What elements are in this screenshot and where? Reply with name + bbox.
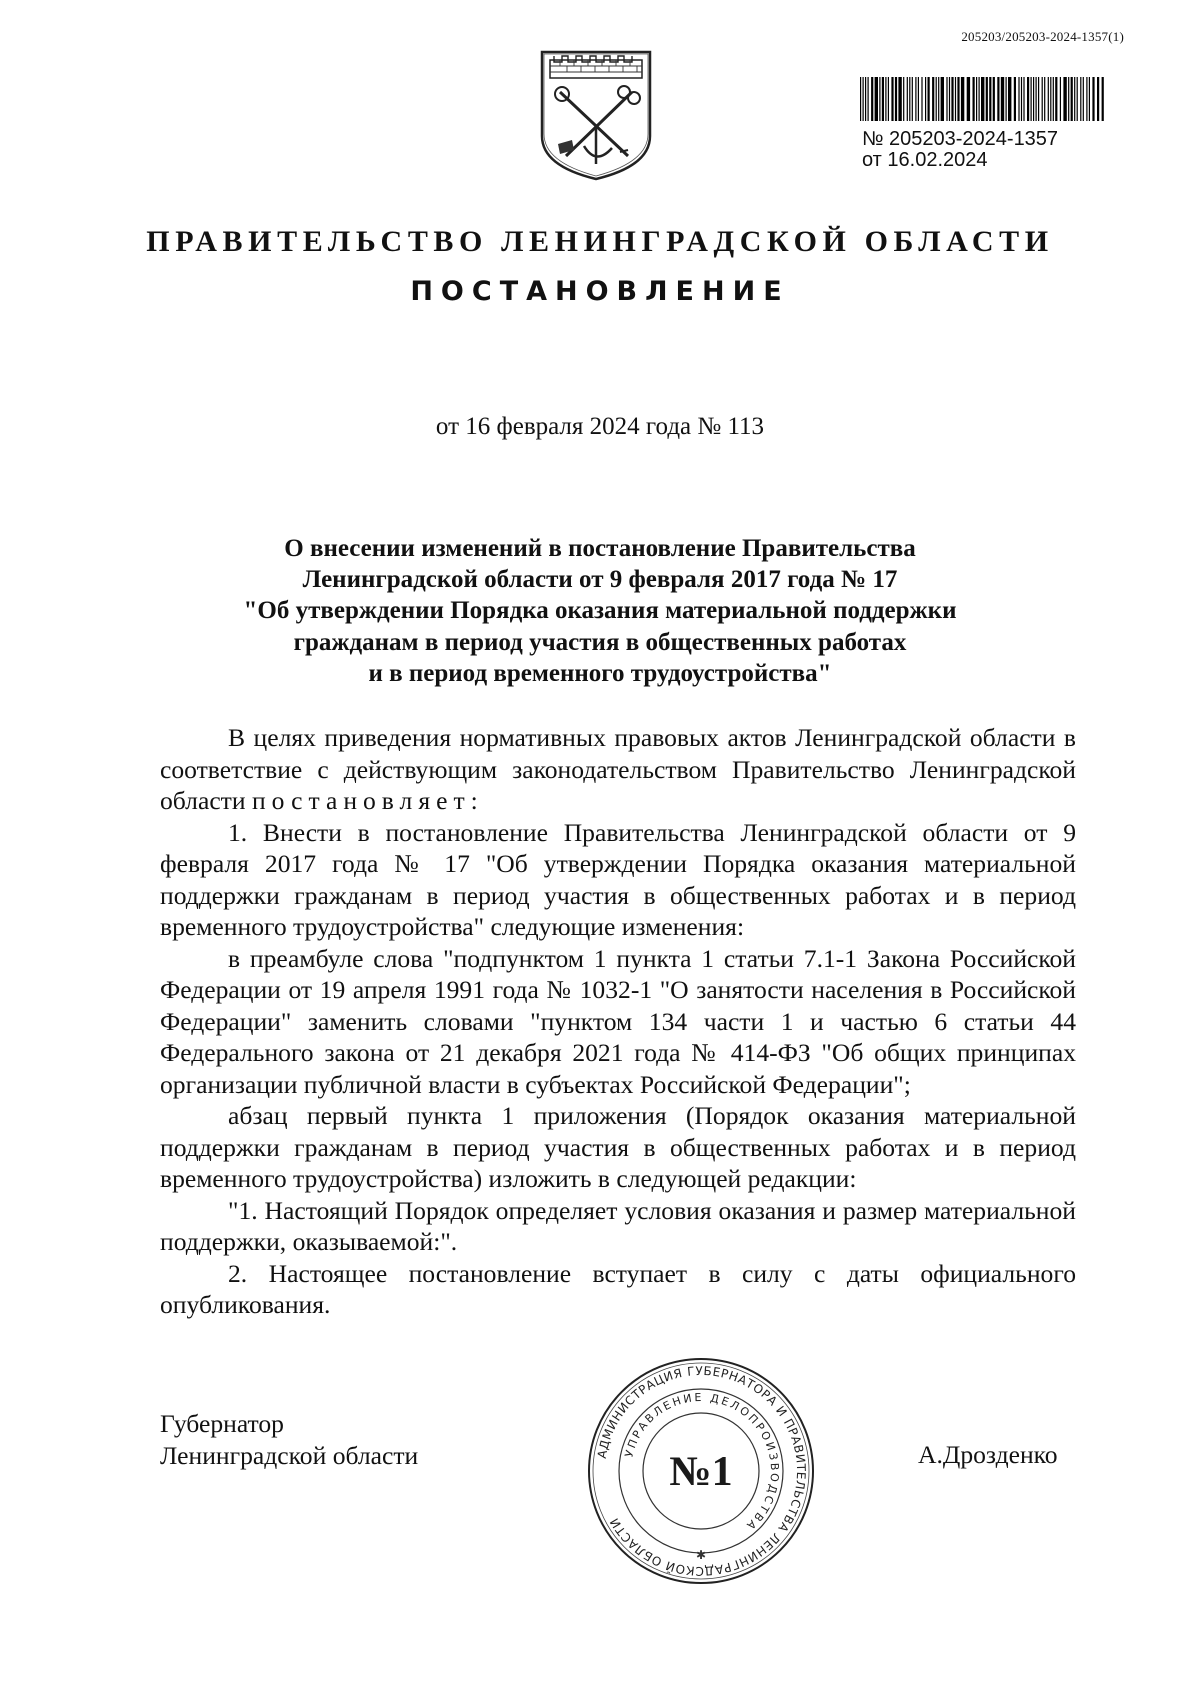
document-body (160, 722, 1076, 1321)
leningrad-oblast-coat-of-arms-icon (536, 48, 656, 183)
official-stamp-icon (585, 1355, 817, 1587)
svg-text:АДМИНИСТРАЦИЯ ГУБЕРНАТОРА И ПР: АДМИНИСТРАЦИЯ ГУБЕРНАТОРА И ПРАВИТЕЛЬСТВА ЛЕНИНГРАДСКОЙ ОБЛАСТИ (594, 1363, 809, 1579)
paragraph-2: 2. Настоящее постановление вступает в силу с даты официального опубликования. (160, 1258, 1076, 1319)
signatory-name: А.Дрозденко (918, 1440, 1058, 1469)
resolves-word: постановляет: (251, 786, 484, 815)
signatory-position-line: Ленинградской области (160, 1440, 419, 1470)
svg-text:✱: ✱ (695, 1548, 707, 1562)
signatory-position-line: Губернатор (160, 1409, 284, 1438)
document-date-number: от 16 февраля 2024 года № 113 (435, 413, 765, 440)
subject-line: гражданам в период участия в общественных работах (293, 628, 907, 656)
paragraph-annex-change: абзац первый пункта 1 приложения (Порядок оказания материальной поддержки гражданам в период участия в общественных работах и в период временного трудоустройства) изложить в следующей редакции: (160, 1101, 1076, 1193)
seal-center-number: №1 (669, 1449, 733, 1495)
subject-line: О внесении изменений в постановление Правительства (284, 535, 916, 562)
preamble-paragraph (160, 722, 1076, 817)
document-type: ПОСТАНОВЛЕНИЕ (410, 276, 790, 307)
subject-line: "Об утверждении Порядка оказания материальной поддержки (243, 597, 957, 625)
government-title: ПРАВИТЕЛЬСТВО ЛЕНИНГРАДСКОЙ ОБЛАСТИ (146, 225, 1054, 258)
svg-text:УПРАВЛЕНИЕ ДЕЛОПРОИЗВОДСТВА: УПРАВЛЕНИЕ ДЕЛОПРОИЗВОДСТВА (622, 1390, 782, 1534)
paragraph-1: 1. Внести в постановление Правительства Ленинградской области от 9 февраля 2017 года № 17 "Об утверждении Порядка оказания материальной поддержки гражданам в период участия в общественных работах и в период временного трудоустройства" следующие изменения: (160, 817, 1076, 941)
subject-line: и в период временного трудоустройства" (368, 659, 832, 687)
barcode-icon (860, 77, 1106, 121)
registration-date: от 16.02.2024 (862, 149, 988, 171)
subject-line: Ленинградской области от 9 февраля 2017 года № 17 (302, 566, 898, 594)
signatory-position (160, 1408, 418, 1471)
registration-number: № 205203-2024-1357 (862, 128, 1059, 150)
document-id: 205203/205203-2024-1357(1) (961, 29, 1124, 44)
paragraph-preamble-change: в преамбуле слова "подпунктом 1 пункта 1 статьи 7.1-1 Закона Российской Федерации от 19 апреля 1991 года № 1032-1 "О занятости населения в Российской Федерации" заменить словами "пунктом 134 части 1 и частью 6 статьи 44 Федерального закона от 21 декабря 2021 года № 414-ФЗ "Об общих принципах организации публичной власти в субъектах Российской Федерации"; (160, 943, 1076, 1099)
paragraph-new-wording: "1. Настоящий Порядок определяет условия оказания и размер материальной поддержки, оказываемой:". (160, 1195, 1076, 1256)
preamble-text: В целях приведения нормативных правовых актов Ленинградской области в соответствие с действующим законодательством Правительство Ленинградской области (160, 723, 1076, 815)
document-subject (180, 533, 1020, 689)
